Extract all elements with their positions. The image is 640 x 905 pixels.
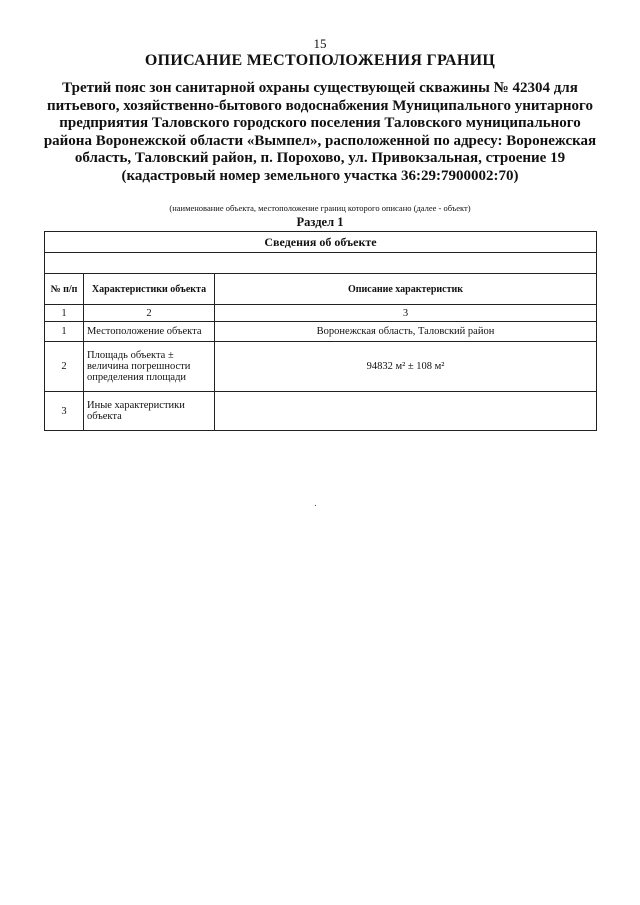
table-index-row <box>45 305 597 322</box>
table-row <box>45 322 597 342</box>
index-cell: 1 <box>45 305 84 322</box>
table-caption-row <box>45 232 597 253</box>
row-value: 94832 м² ± 108 м² <box>215 342 597 392</box>
row-value: Воронежская область, Таловский район <box>215 322 597 342</box>
row-name: Площадь объекта ± величина погрешности определения площади <box>84 342 215 392</box>
document-title: ОПИСАНИЕ МЕСТОПОЛОЖЕНИЯ ГРАНИЦ <box>144 52 496 69</box>
row-name: Местоположение объекта <box>84 322 215 342</box>
table-row <box>45 342 597 392</box>
row-value <box>215 392 597 431</box>
header-num: № п/п <box>45 274 84 305</box>
section-title: Раздел 1 <box>296 215 344 229</box>
blank-cell <box>45 253 597 274</box>
row-num: 2 <box>45 342 84 392</box>
header-characteristic: Характеристики объекта <box>84 274 215 305</box>
header-description: Описание характеристик <box>215 274 597 305</box>
page-number: 15 <box>313 36 327 51</box>
index-cell: 2 <box>84 305 215 322</box>
row-name: Иные характеристики объекта <box>84 392 215 431</box>
table-row <box>45 392 597 431</box>
row-num: 3 <box>45 392 84 431</box>
object-caption: (наименование объекта, местоположение границ которого описано (далее - объект) <box>169 203 471 213</box>
table-caption: Сведения об объекте <box>45 232 597 253</box>
scan-speck <box>315 505 316 506</box>
table-header-row <box>45 274 597 305</box>
row-num: 1 <box>45 322 84 342</box>
object-description: Третий пояс зон санитарной охраны существующей скважины № 42304 для питьевого, хозяйственно-бытового водоснабжения Муниципального унитарного предприятия Таловского городского поселения Таловского муниципального района Воронежской области «Вымпел», расположенной по адресу: Воронежская область, Таловский район, п. Порохово, ул. Привокзальная, строение 19 (кадастровый номер земельного участка 36:29:7900002:70) <box>43 80 597 184</box>
object-info-table <box>44 231 597 431</box>
index-cell: 3 <box>215 305 597 322</box>
table-blank-row <box>45 253 597 274</box>
